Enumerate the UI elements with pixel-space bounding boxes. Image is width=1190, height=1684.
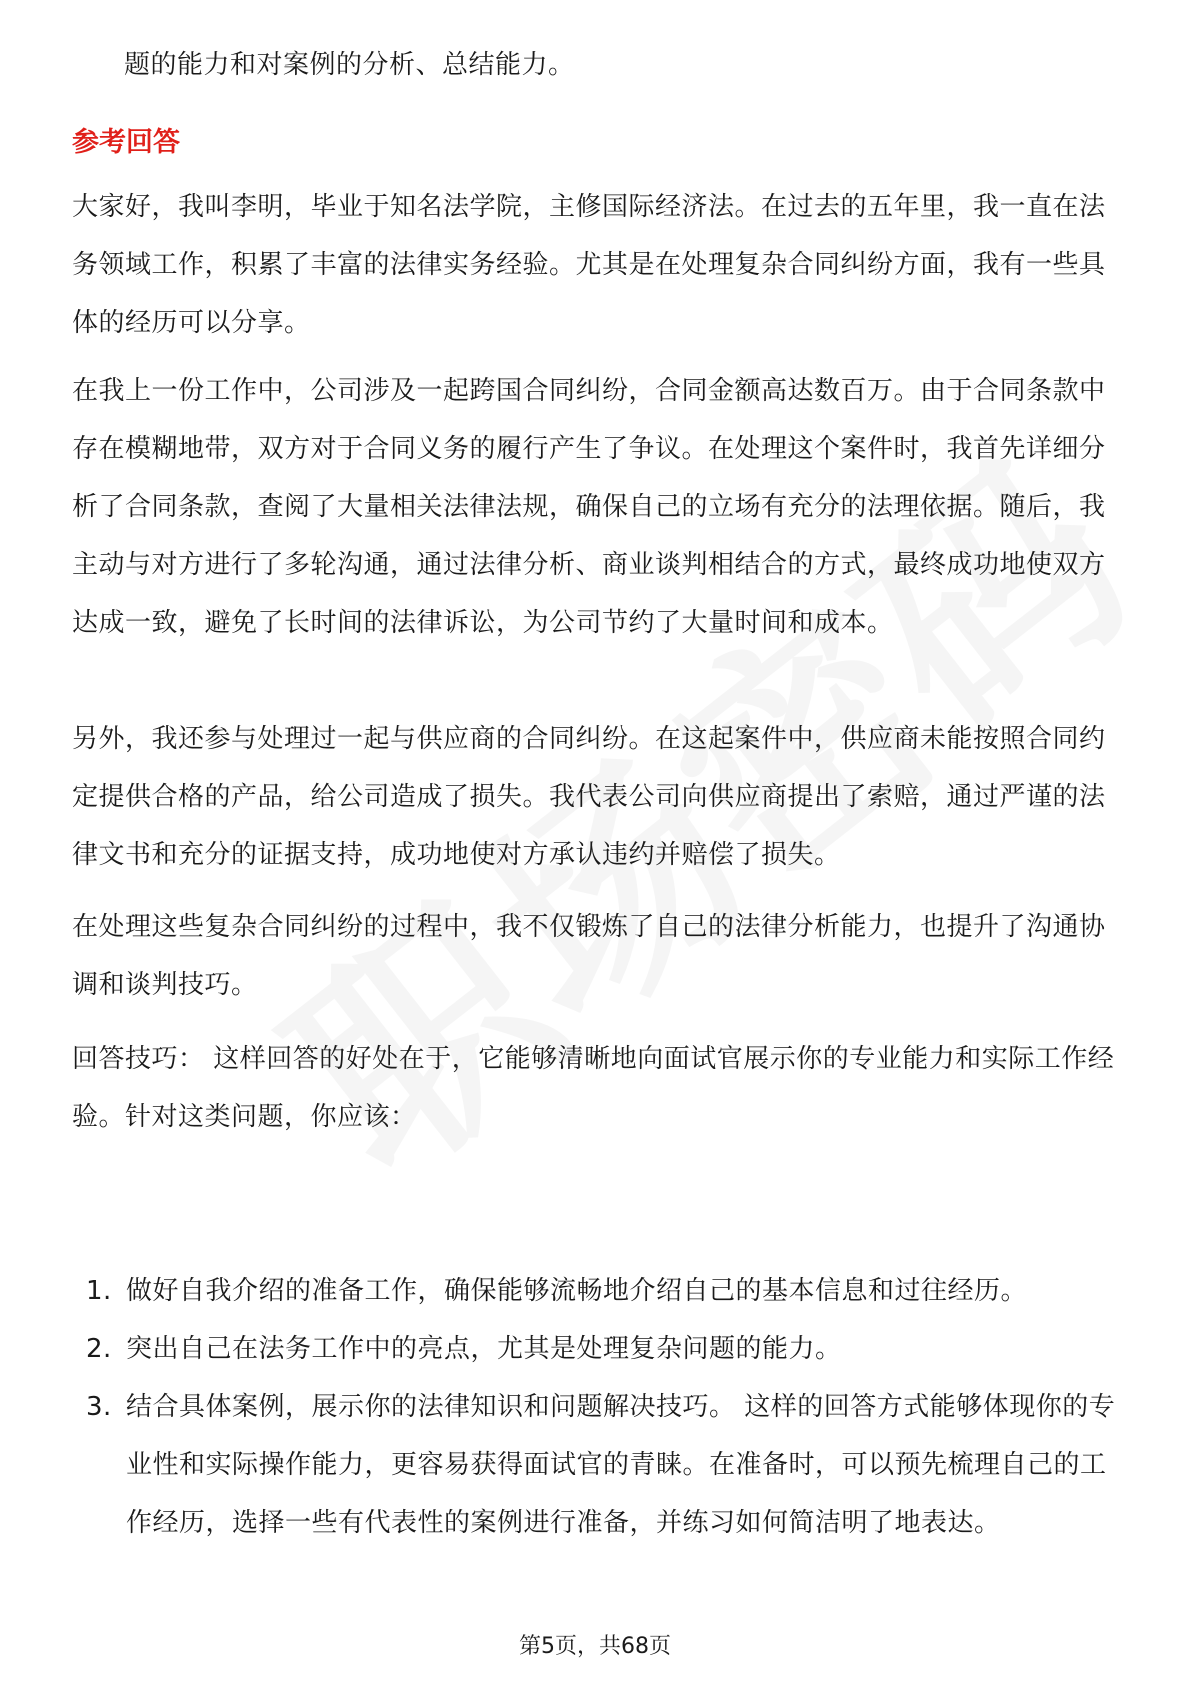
page-footer: 第5页，共68页 bbox=[519, 1634, 671, 1659]
paragraph-intro: 大家好，我叫李明，毕业于知名法学院，主修国际经济法。在过去的五年里，我一直在法务领域工作，积累了丰富的法律实务经验。尤其是在处理复杂合同纠纷方面，我有一些具体的经历可以分享。 bbox=[72, 192, 1106, 338]
paragraph-case-two: 另外，我还参与处理过一起与供应商的合同纠纷。在这起案件中，供应商未能按照合同约定提供合格的产品，给公司造成了损失。我代表公司向供应商提出了索赔，通过严谨的法律文书和充分的证据支持，成功地使对方承认违约并赔偿了损失。 bbox=[72, 724, 1106, 870]
list-item bbox=[72, 1320, 1122, 1378]
list-number: 3. bbox=[86, 1392, 112, 1422]
list-text: 突出自己在法务工作中的亮点，尤其是处理复杂问题的能力。 bbox=[126, 1334, 842, 1364]
section-heading: 参考回答 bbox=[72, 127, 180, 158]
list-text: 做好自我介绍的准备工作，确保能够流畅地介绍自己的基本信息和过往经历。 bbox=[126, 1276, 1028, 1306]
list-number: 1. bbox=[86, 1276, 112, 1306]
paragraph-case-one: 在我上一份工作中，公司涉及一起跨国合同纠纷，合同金额高达数百万。由于合同条款中存在模糊地带，双方对于合同义务的履行产生了争议。在处理这个案件时，我首先详细分析了合同条款，查阅了大量相关法律法规，确保自己的立场有充分的法理依据。随后，我主动与对方进行了多轮沟通，通过法律分析、商业谈判相结合的方式，最终成功地使双方达成一致，避免了长时间的法律诉讼，为公司节约了大量时间和成本。 bbox=[72, 376, 1106, 638]
paragraph-answer-tips: 回答技巧： 这样回答的好处在于，它能够清晰地向面试官展示你的专业能力和实际工作经验。针对这类问题，你应该： bbox=[72, 1044, 1115, 1132]
list-item bbox=[72, 1262, 1122, 1320]
list-number: 2. bbox=[86, 1334, 112, 1364]
list-item bbox=[72, 1378, 1122, 1552]
list-text: 结合具体案例，展示你的法律知识和问题解决技巧。 这样的回答方式能够体现你的专业性和实际操作能力，更容易获得面试官的青睐。在准备时，可以预先梳理自己的工作经历，选择一些有代表性的案例进行准备，并练习如何简洁明了地表达。 bbox=[126, 1392, 1116, 1538]
paragraph-summary: 在处理这些复杂合同纠纷的过程中，我不仅锻炼了自己的法律分析能力，也提升了沟通协调和谈判技巧。 bbox=[72, 912, 1106, 1000]
intro-line: 题的能力和对案例的分析、总结能力。 bbox=[124, 50, 575, 80]
tips-list bbox=[72, 1262, 1122, 1552]
